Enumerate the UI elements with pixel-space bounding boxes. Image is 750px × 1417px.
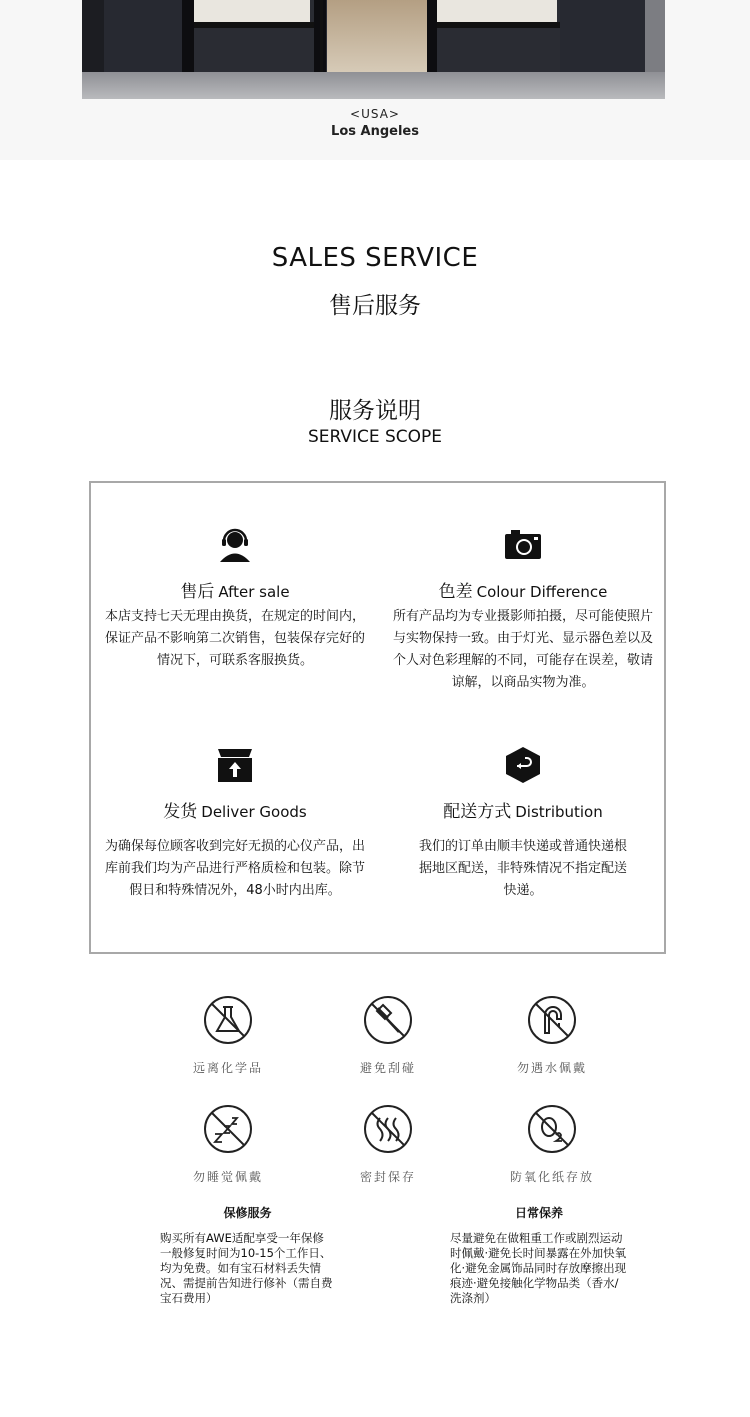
sales-service-title-zh: 售后服务 (329, 293, 421, 319)
care-label: 勿睡觉佩戴 (192, 1170, 263, 1184)
store-photo (82, 0, 665, 99)
service-title-en: Distribution (515, 803, 603, 821)
sidewalk (82, 72, 665, 99)
service-distribution (379, 745, 667, 902)
daily-care-text: 尽量避免在做粗重工作或剧烈运动时佩戴·避免长时间暴露在外加快氧化·避免金属饰品同时存放摩擦出现痕迹·避免接触化学物品类（香水/洗涤剂） (450, 1231, 627, 1305)
no-hammer-icon (363, 995, 413, 1045)
service-scope-box (89, 481, 666, 954)
location-country: <USA> (350, 107, 400, 121)
storefront-wall (104, 0, 184, 72)
service-colour-difference (379, 525, 667, 694)
return-cube-icon (503, 745, 543, 785)
store-window-left (190, 0, 310, 22)
store-section (0, 0, 750, 160)
care-item-anti-oxidation (472, 1104, 632, 1185)
care-item-no-hammer (308, 995, 468, 1076)
service-deliver-goods (91, 745, 379, 902)
service-title-zh: 色差 (438, 582, 473, 602)
storefront-column (182, 0, 194, 72)
service-after-sale (91, 525, 379, 672)
no-chemicals-icon (203, 995, 253, 1045)
window-frame (194, 22, 314, 28)
care-item-no-chemicals (148, 995, 308, 1076)
service-scope-title-en: SERVICE SCOPE (307, 427, 443, 447)
service-title-zh: 售后 (180, 582, 215, 602)
window-frame (437, 22, 560, 28)
warranty-note (160, 1204, 335, 1306)
location-city: Los Angeles (331, 124, 419, 139)
care-label: 避免刮碰 (359, 1061, 416, 1075)
storefront-wall (560, 0, 645, 72)
no-water-icon (527, 995, 577, 1045)
camera-icon (503, 525, 543, 565)
no-heat-icon (363, 1104, 413, 1154)
care-label: 勿遇水佩戴 (516, 1061, 587, 1075)
care-label: 远离化学品 (192, 1061, 263, 1075)
care-label: 防氧化纸存放 (509, 1170, 594, 1184)
warranty-title: 保修服务 (223, 1206, 272, 1220)
store-door (327, 0, 427, 72)
store-window-right (432, 0, 557, 22)
storefront-column (427, 0, 437, 72)
headset-icon (215, 525, 255, 565)
box-upload-icon (215, 745, 255, 785)
service-description: 所有产品均为专业摄影师拍摄，尽可能使照片与实物保持一致。由于灯光、显示器色差以及个人对色彩理解的不同，可能存在误差，敬请谅解，以商品实物为准。 (392, 609, 653, 690)
sales-service-title-en: SALES SERVICE (271, 243, 479, 273)
street-edge (645, 0, 665, 72)
service-title-en: After sale (218, 583, 290, 601)
no-sleep-icon (203, 1104, 253, 1154)
warranty-text: 购买所有AWE适配享受一年保修一般修复时间为10-15个工作日、均为免费。如有宝石材料丢失情况、需提前告知进行修补（需自费宝石费用） (160, 1231, 333, 1305)
service-description: 本店支持七天无理由换货，在规定的时间内，保证产品不影响第二次销售，包装保存完好的情况下，可联系客服换货。 (104, 609, 365, 668)
service-description: 为确保每位顾客收到完好无损的心仪产品，出库前我们均为产品进行严格质检和包装。除节假日和特殊情况外，48小时内出库。 (105, 839, 366, 898)
no-oxygen-icon (527, 1104, 577, 1154)
service-title-zh: 发货 (163, 802, 198, 822)
care-item-no-water (472, 995, 632, 1076)
service-title-en: Deliver Goods (201, 803, 307, 821)
daily-care-title: 日常保养 (514, 1206, 563, 1220)
care-item-no-sleep (148, 1104, 308, 1185)
service-title-zh: 配送方式 (443, 802, 512, 822)
storefront-column (82, 0, 104, 72)
daily-care-note (450, 1204, 628, 1306)
care-label: 密封保存 (359, 1170, 416, 1184)
service-scope-title-zh: 服务说明 (329, 398, 421, 424)
service-description: 我们的订单由顺丰快递或普通快递根据地区配送，非特殊情况不指定配送快递。 (418, 839, 627, 898)
service-title-en: Colour Difference (476, 583, 608, 601)
care-item-sealed-storage (308, 1104, 468, 1185)
